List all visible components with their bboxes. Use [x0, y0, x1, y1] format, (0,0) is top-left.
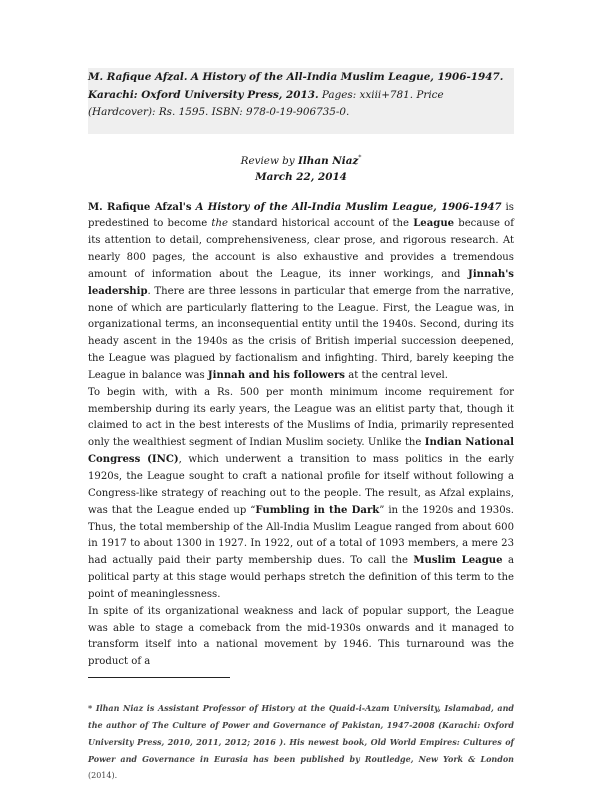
emphasis-league: League: [413, 218, 455, 230]
emphasis-jinnah-leadership: Jinnah's leadership: [88, 268, 514, 297]
emphasis-jinnah-followers: Jinnah and his followers: [207, 369, 345, 381]
reviewer-name: Ilhan Niaz: [298, 154, 359, 167]
paragraph-text: , which underwent a transition to mass politics in the early 1920s, the League sought to craft a national profile for itself without following a Congress-like strategy of reaching out to the people. The result, as Afzal explains, was that the League ended up “: [88, 454, 514, 516]
document-page: [88, 68, 514, 785]
paragraph-text: To begin with, with a Rs. 500 per month minimum income requirement for membership during its early years, the League was an elitist party that, though it claimed to act in the best interests of the Muslims of India, primarily represented only the wealthiest segment of Indian Muslim society. Unlike the: [88, 386, 514, 449]
book-title: A History of the All-India Muslim League, 1906-1947: [195, 201, 502, 213]
footnote-divider: [88, 677, 230, 678]
footnote-reference[interactable]: *: [358, 154, 362, 162]
emphasis-the: the: [211, 218, 228, 230]
citation-publisher: Karachi: Oxford University Press, 2013.: [88, 88, 319, 101]
paragraph-3: In spite of its organizational weakness and lack of popular support, the League was able to stage a comeback from the mid-1930s onwards and it managed to transform itself into a national movement by 1946. This turnaround was the product of a: [88, 605, 514, 668]
citation-book-title: A History of the All-India Muslim League, 1906-1947.: [190, 71, 504, 83]
paragraph-text: at the central level.: [344, 369, 448, 381]
citation-author: M. Rafique Afzal.: [88, 71, 188, 83]
paragraph-2: [88, 385, 514, 604]
review-by-label: Review by: [240, 154, 295, 167]
review-byline: [88, 153, 514, 185]
paragraph-text: a political party at this stage would perhaps stretch the definition of this term to the point of meaninglessness.: [88, 555, 514, 600]
emphasis-inc: Indian National Congress (INC): [88, 437, 514, 466]
citation-details: Pages: xxiii+781. Price (Hardcover): Rs. 1595. ISBN: 978-0-19-906735-0.: [88, 88, 444, 118]
emphasis-muslim-league: Muslim League: [413, 555, 503, 567]
paragraph-text: ” in the 1920s and 1930s. Thus, the total membership of the All-India Muslim League ranged from about 600 in 1917 to about 1300 in 1927. In 1922, out of a total of 1093 members, a mere 23 had actually paid their party membership dues. To call the: [88, 504, 515, 567]
review-date: March 22, 2014: [255, 170, 347, 183]
author-name: M. Rafique Afzal's: [88, 201, 192, 213]
footnote-mark: *: [88, 703, 93, 714]
review-body: [88, 200, 514, 672]
footnote: [88, 700, 514, 785]
emphasis-fumbling: Fumbling in the Dark: [255, 504, 380, 516]
paragraph-text: because of its attention to detail, comprehensiveness, clear prose, and rigorous research. At nearly 800 pages, the account is also exhaustive and provides a tremendous amount of information about the League, its inner workings, and: [88, 218, 514, 280]
footnote-year: (2014): [88, 771, 115, 781]
paragraph-text: is predestined to become: [88, 201, 514, 230]
footnote-end: .: [114, 771, 118, 781]
reviewer-line: [88, 153, 514, 169]
paragraph-text: . There are three lessons in particular that emerge from the narrative, none of which are particularly flattering to the League. First, the League was, in organizational terms, an inconsequential entity until the 1940s. Second, during its heady ascent in the 1940s as the crisis of British imperial succession deepened, the League was plagued by factionalism and infighting. Third, barely keeping the League in balance was: [88, 285, 514, 381]
paragraph-1: [88, 200, 514, 385]
paragraph-text: standard historical account of the: [227, 218, 414, 230]
book-citation: [88, 68, 514, 134]
footnote-text: Ilhan Niaz is Assistant Professor of History at the Quaid-i-Azam University, Islamabad, and the author of The Culture of Power and Governance of Pakistan, 1947-2008 (Karachi: Oxford University Press, 2010, 2011, 2012; 2016 ). His newest book, Old World Empires: Cultures of Power and Governance in Eurasia has been published by Routledge, New York & London: [88, 703, 514, 764]
